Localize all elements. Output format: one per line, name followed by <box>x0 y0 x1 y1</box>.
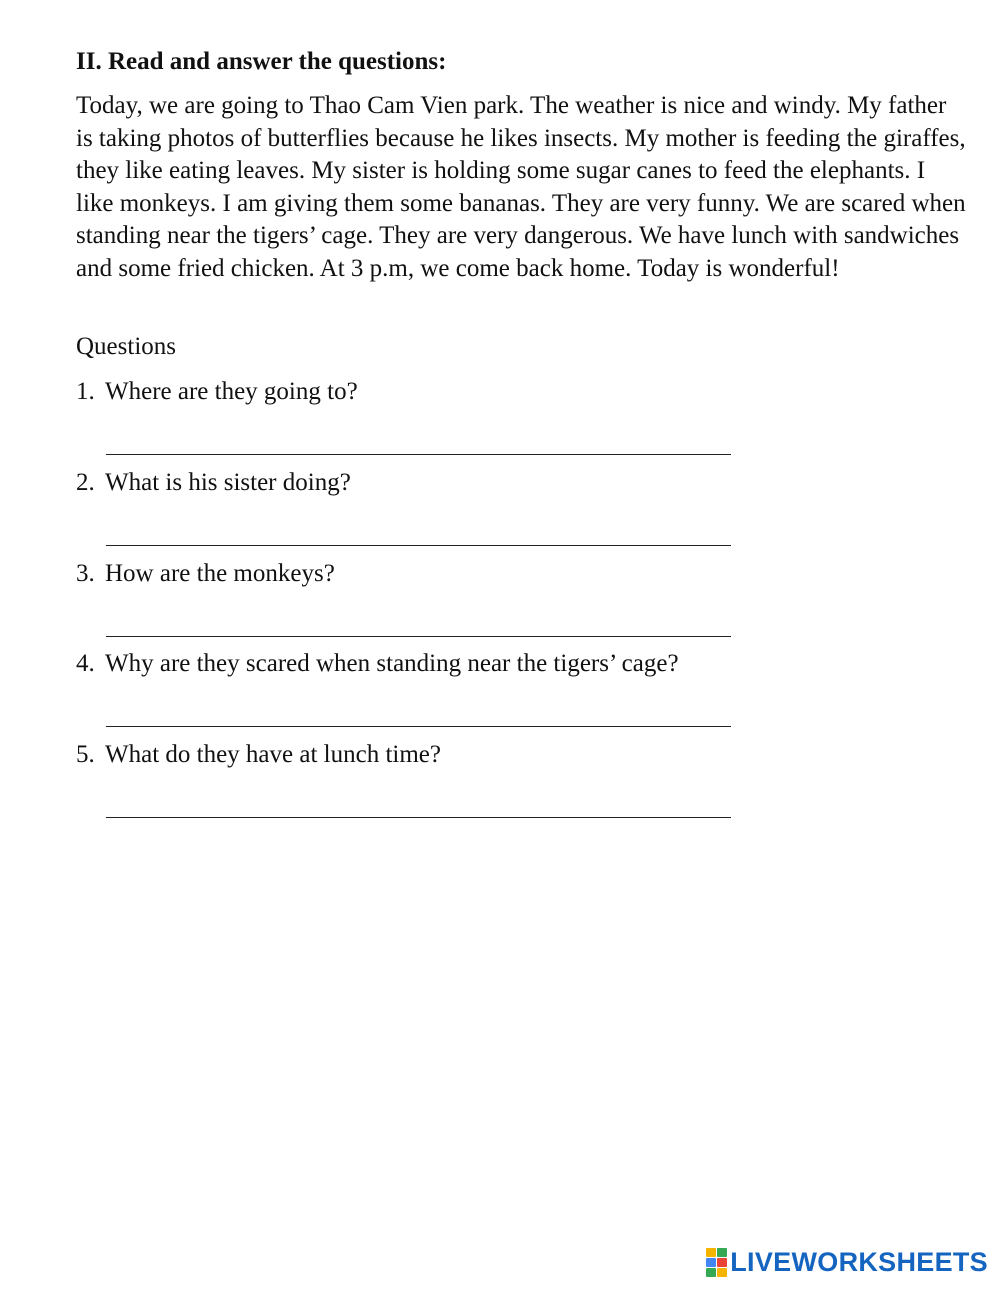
question-text: Why are they scared when standing near the tigers’ cage? <box>105 650 679 677</box>
answer-input-5[interactable] <box>106 787 731 818</box>
liveworksheets-logo-icon <box>706 1248 727 1277</box>
question-number: 1. <box>76 378 95 405</box>
question-text: Where are they going to? <box>105 378 358 405</box>
worksheet-heading: II. Read and answer the questions: <box>76 48 447 75</box>
question-text: What is his sister doing? <box>105 469 351 496</box>
question-text: How are the monkeys? <box>105 560 335 587</box>
questions-label: Questions <box>76 333 176 360</box>
answer-input-3[interactable] <box>106 606 731 637</box>
question-number: 3. <box>76 560 95 587</box>
question-number: 4. <box>76 650 95 677</box>
logo-tile <box>717 1268 727 1277</box>
logo-tile <box>717 1248 727 1257</box>
liveworksheets-logo <box>706 1247 988 1277</box>
answer-input-2[interactable] <box>106 515 731 546</box>
question-item <box>76 376 358 408</box>
question-number: 2. <box>76 469 95 496</box>
logo-tile <box>706 1258 716 1267</box>
logo-text: LIVEWORKSHEETS <box>730 1246 988 1277</box>
logo-tile <box>717 1258 727 1267</box>
question-item <box>76 648 679 680</box>
question-number: 5. <box>76 741 95 768</box>
logo-tile <box>706 1268 716 1277</box>
question-text: What do they have at lunch time? <box>105 741 441 768</box>
question-item <box>76 467 351 499</box>
question-item <box>76 739 441 771</box>
reading-passage: Today, we are going to Thao Cam Vien park. The weather is nice and windy. My father is taking photos of butterflies because he likes insects. My mother is feeding the giraffes, they like eating leaves. My sister is holding some sugar canes to feed the elephants. I like monkeys. I am giving them some bananas. They are very funny. We are scared when standing near the tigers’ cage. They are very dangerous. We have lunch with sandwiches and some fried chicken. At 3 p.m, we come back home. Today is wonderful! <box>76 92 966 282</box>
answer-input-4[interactable] <box>106 696 731 727</box>
answer-input-1[interactable] <box>106 424 731 455</box>
logo-tile <box>706 1248 716 1257</box>
question-item <box>76 558 335 590</box>
